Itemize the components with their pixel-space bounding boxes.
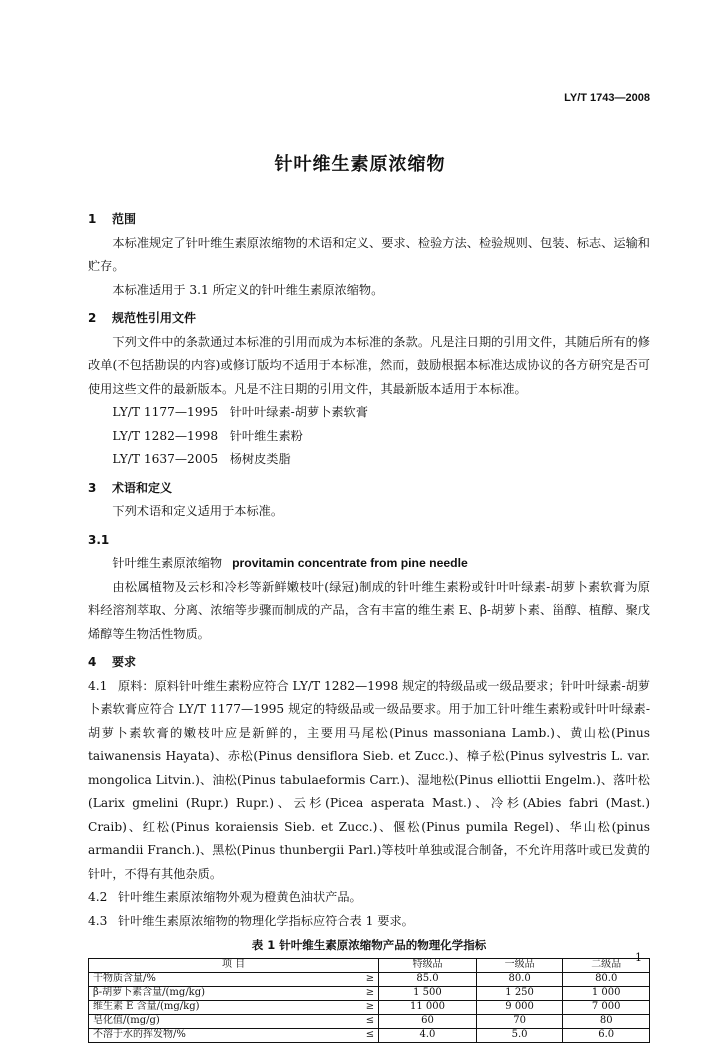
physicochemical-table bbox=[88, 958, 650, 1043]
requirement-4-3: 4.3 针叶维生素原浓缩物的物理化学指标应符合表 1 要求。 bbox=[88, 913, 414, 928]
row-item: 干物质含量/% bbox=[89, 972, 357, 986]
row-item: 维生素 E 含量/(mg/kg) bbox=[89, 1000, 357, 1014]
reference-item: LY/T 1177—1995 针叶叶绿素-胡萝卜素软膏 bbox=[112, 405, 368, 419]
standard-number: LY/T 1743—2008 bbox=[564, 92, 650, 104]
table-header-item: 项 目 bbox=[89, 958, 379, 972]
table-caption: 表 1 针叶维生素原浓缩物产品的物理化学指标 bbox=[251, 938, 487, 952]
scope-paragraph-2: 本标准适用于 3.1 所定义的针叶维生素原浓缩物。 bbox=[112, 282, 384, 297]
page-number: 1 bbox=[635, 951, 642, 964]
row-value: 9 000 bbox=[476, 1000, 563, 1014]
section-heading-scope: 1 范围 bbox=[88, 212, 137, 226]
term-english: provitamin concentrate from pine needle bbox=[232, 556, 468, 570]
row-item: 不溶于水的挥发物/% bbox=[89, 1028, 357, 1042]
term-chinese: 针叶维生素原浓缩物 bbox=[112, 556, 223, 570]
row-symbol: ≥ bbox=[356, 972, 379, 986]
requirement-4-2: 4.2 针叶维生素原浓缩物外观为橙黄色油状产品。 bbox=[88, 890, 362, 904]
row-value: 60 bbox=[379, 1014, 477, 1028]
term-entry bbox=[88, 552, 650, 576]
row-item: 皂化值/(mg/g) bbox=[89, 1014, 357, 1028]
row-value: 1 250 bbox=[476, 986, 563, 1000]
table-row bbox=[89, 1000, 650, 1014]
terms-paragraph: 下列术语和定义适用于本标准。 bbox=[112, 504, 284, 518]
row-symbol: ≤ bbox=[356, 1014, 379, 1028]
table-header-row bbox=[89, 958, 650, 972]
row-value: 1 500 bbox=[379, 986, 477, 1000]
table-row bbox=[89, 1014, 650, 1028]
table-header-first-grade: 一级品 bbox=[476, 958, 563, 972]
reference-item: LY/T 1637—2005 杨树皮类脂 bbox=[112, 452, 291, 466]
row-value: 80.0 bbox=[476, 972, 563, 986]
row-value: 7 000 bbox=[563, 1000, 650, 1014]
references-paragraph: 下列文件中的条款通过本标准的引用而成为本标准的条款。凡是注日期的引用文件，其随后所有的修改单(不包括勘误的内容)或修订版均不适用于本标准，然而，鼓励根据本标准达成协议的各方研究是否可使用这些文件的最新版本。凡是不注日期的引用文件，其最新版本适用于本标准。 bbox=[88, 334, 650, 396]
section-heading-terms: 3 术语和定义 bbox=[88, 480, 173, 495]
table-row bbox=[89, 986, 650, 1000]
row-value: 6.0 bbox=[563, 1028, 650, 1042]
row-value: 4.0 bbox=[379, 1028, 477, 1042]
table-header-second-grade: 二级品 bbox=[563, 958, 650, 972]
document-body bbox=[88, 203, 650, 1043]
row-value: 70 bbox=[476, 1014, 563, 1028]
row-symbol: ≥ bbox=[356, 1000, 379, 1014]
row-value: 11 000 bbox=[379, 1000, 477, 1014]
requirement-4-1: 4.1 原料：原料针叶维生素粉应符合 LY/T 1282—1998 规定的特级品或一级品要求；针叶叶绿素-胡萝卜素软膏应符合 LY/T 1177—1995 规定的特级品或一级品要求。用于加工针叶维生素粉或针叶叶绿素-胡萝卜素软膏的嫩枝叶应是新鲜的，主要用马尾松(Pinus massoniana Lamb.)、黄山松(Pinus taiwanensis Hayata)、赤松(Pinus densiflora Sieb. et Zucc.)、樟子松(Pinus sylvestris L. var. mongolica Litvin.)、油松(Pinus tabulaeformis Carr.)、湿地松(Pinus elliottii Engelm.)、落叶松(Larix gmelini (Rupr.) Rupr.)、云杉(Picea asperata Mast.)、冷杉(Abies fabri (Mast.) Craib)、红松(Pinus koraiensis Sieb. et Zucc.)、偃松(Pinus pumila Regel)、华山松(pinus armandii Franch.)、黑松(Pinus thunbergii Parl.)等枝叶单独或混合制备，不允许用落叶或已发黄的针叶，不得有其他杂质。 bbox=[88, 678, 650, 881]
table-row bbox=[89, 972, 650, 986]
section-heading-normative-references: 2 规范性引用文件 bbox=[88, 311, 197, 325]
table-header-premium: 特级品 bbox=[379, 958, 477, 972]
document-title: 针叶维生素原浓缩物 bbox=[274, 154, 446, 175]
row-value: 5.0 bbox=[476, 1028, 563, 1042]
scope-paragraph-1: 本标准规定了针叶维生素原浓缩物的术语和定义、要求、检验方法、检验规则、包装、标志、运输和贮存。 bbox=[88, 235, 650, 273]
row-symbol: ≥ bbox=[356, 986, 379, 1000]
row-symbol: ≤ bbox=[356, 1028, 379, 1042]
row-value: 85.0 bbox=[379, 972, 477, 986]
term-number: 3.1 bbox=[88, 532, 110, 547]
term-definition: 由松属植物及云杉和冷杉等新鲜嫩枝叶(绿冠)制成的针叶维生素粉或针叶叶绿素-胡萝卜素软膏为原料经溶剂萃取、分离、浓缩等步骤而制成的产品，含有丰富的维生素 E、β-胡萝卜素、甾醇、植醇、聚戊烯醇等生物活性物质。 bbox=[88, 579, 650, 641]
row-value: 80 bbox=[563, 1014, 650, 1028]
row-value: 80.0 bbox=[563, 972, 650, 986]
row-value: 1 000 bbox=[563, 986, 650, 1000]
section-heading-requirements: 4 要求 bbox=[88, 655, 137, 669]
row-item: β-胡萝卜素含量/(mg/kg) bbox=[89, 986, 357, 1000]
table-row bbox=[89, 1028, 650, 1042]
reference-item: LY/T 1282—1998 针叶维生素粉 bbox=[112, 428, 303, 443]
